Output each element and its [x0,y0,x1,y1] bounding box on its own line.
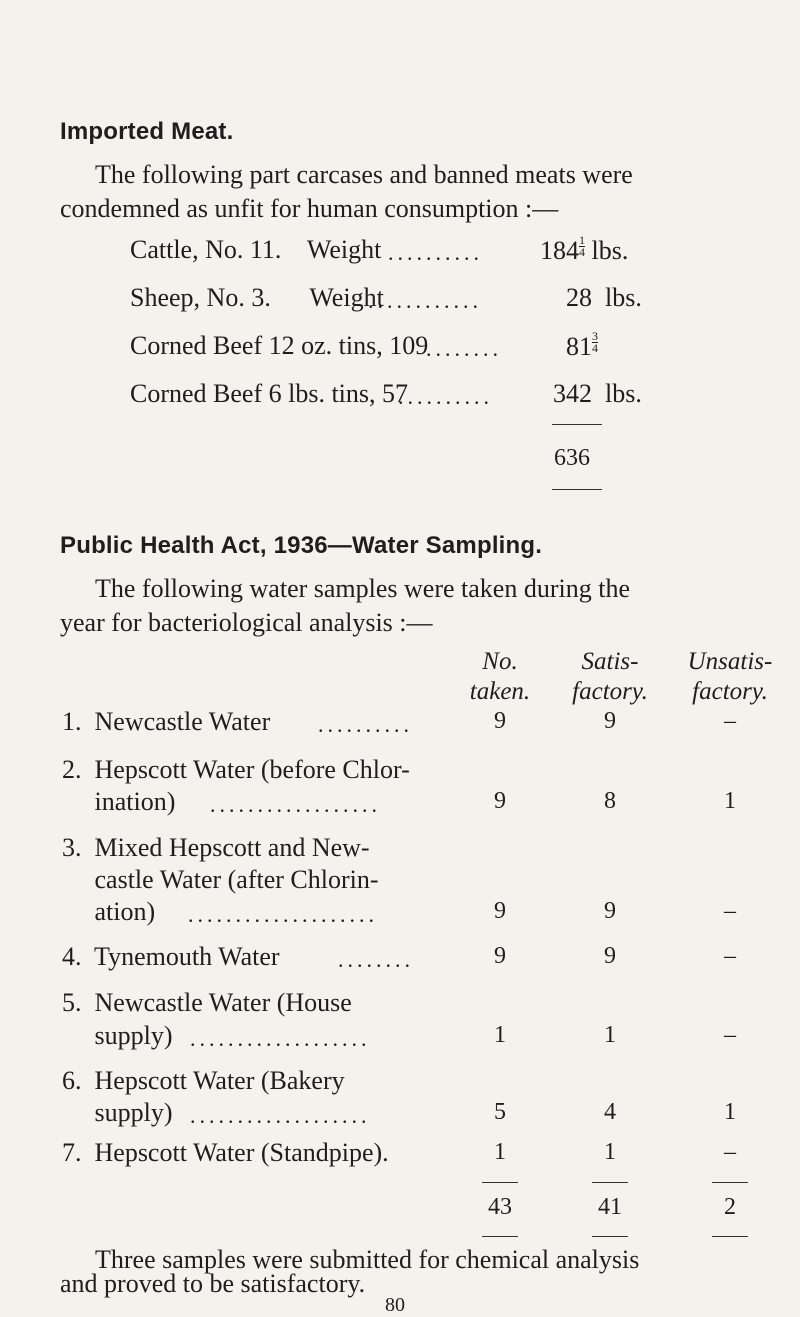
cell-taken: 1 [494,1022,506,1048]
dot-leader: ........ [338,947,414,972]
sum-rule [552,489,602,490]
water-row-label: 4. Tynemouth Water [62,942,280,971]
water-row-label: 2. Hepscott Water (before Chlor- [62,755,410,784]
meat-item-label: Cattle, No. 11. Weight [130,235,382,264]
sum-rule [712,1182,748,1183]
total-taken: 43 [488,1194,512,1220]
cell-unsatisfactory: – [724,898,736,924]
cell-taken: 9 [494,788,506,814]
dot-leader: ................... [190,1026,371,1051]
sum-rule [482,1236,518,1237]
cell-satisfactory: 8 [604,788,616,814]
water-intro-line-1: The following water samples were taken during the [95,574,630,603]
cell-satisfactory: 1 [604,1022,616,1048]
dot-leader: .................. [210,792,381,817]
closing-line-1: Three samples were submitted for chemical analysis [95,1245,640,1274]
meat-item-value: 184 $\frac{1}{4}$ lbs. [540,233,629,265]
total-unsatisfactory: 2 [724,1194,736,1220]
meat-intro-line-1: The following part carcases and banned meats were [95,160,633,189]
meat-item-label: Sheep, No. 3. Weight [130,283,384,312]
water-row-label: 1. Newcastle Water [62,707,271,736]
cell-unsatisfactory: – [724,1139,736,1165]
section-heading-imported-meat: Imported Meat. [60,118,234,145]
water-row-label-cont: supply) [62,1098,173,1127]
meat-intro-line-2: condemned as unfit for human consumption :— [60,194,559,223]
cell-satisfactory: 1 [604,1139,616,1165]
meat-item-value: 342 lbs. [553,379,642,408]
dot-leader: ........ [426,336,502,361]
meat-item-value: 81 $\frac{3}{4}$ [566,329,598,361]
cell-taken: 9 [494,708,506,734]
water-row-label-cont: supply) [62,1021,173,1050]
water-row-label-cont: ination) [62,787,176,816]
column-header-satisfactory: Satis- factory. [572,648,648,705]
meat-item-label: Corned Beef 12 oz. tins, 109 [130,331,429,360]
sum-rule [592,1182,628,1183]
dot-leader: .................... [188,902,378,927]
water-intro-line-2: year for bacteriological analysis :— [60,608,433,637]
water-row-label: 5. Newcastle Water (House [62,988,352,1017]
page-number: 80 [385,1294,405,1316]
dot-leader: ................... [190,1103,371,1128]
meat-item-label: Corned Beef 6 lbs. tins, 57 [130,379,409,408]
cell-unsatisfactory: – [724,1022,736,1048]
sum-rule [712,1236,748,1237]
dot-leader: .......... [318,712,413,737]
cell-satisfactory: 4 [604,1099,616,1125]
section-heading-water-sampling: Public Health Act, 1936—Water Sampling. [60,532,543,559]
water-row-label: 7. Hepscott Water (Standpipe). [62,1138,389,1167]
cell-unsatisfactory: – [724,708,736,734]
cell-taken: 1 [494,1139,506,1165]
meat-total: 636 [554,445,590,471]
sum-rule [592,1236,628,1237]
cell-unsatisfactory: 1 [724,788,736,814]
water-row-label: 3. Mixed Hepscott and New- [62,833,370,862]
cell-unsatisfactory: 1 [724,1099,736,1125]
cell-satisfactory: 9 [604,898,616,924]
dot-leader: ............ [368,288,482,313]
cell-taken: 9 [494,898,506,924]
meat-item-value: 28 lbs. [566,283,642,312]
cell-taken: 9 [494,943,506,969]
water-row-label: 6. Hepscott Water (Bakery [62,1066,345,1095]
dot-leader: .......... [398,384,493,409]
sum-rule [482,1182,518,1183]
sum-rule [552,424,602,425]
dot-leader: .......... [388,240,483,265]
column-header-unsatisfactory: Unsatis- factory. [687,648,773,705]
closing-line-2: and proved to be satisfactory. [60,1269,366,1298]
water-row-label-cont: ation) [62,897,156,926]
total-satisfactory: 41 [598,1194,622,1220]
column-header-taken: No. taken. [469,648,531,705]
fraction: $\frac{1}{4}$ [579,233,585,259]
water-row-label-cont: castle Water (after Chlorin- [62,865,379,894]
cell-unsatisfactory: – [724,943,736,969]
fraction: $\frac{3}{4}$ [592,329,598,355]
cell-satisfactory: 9 [604,708,616,734]
cell-taken: 5 [494,1099,506,1125]
cell-satisfactory: 9 [604,943,616,969]
